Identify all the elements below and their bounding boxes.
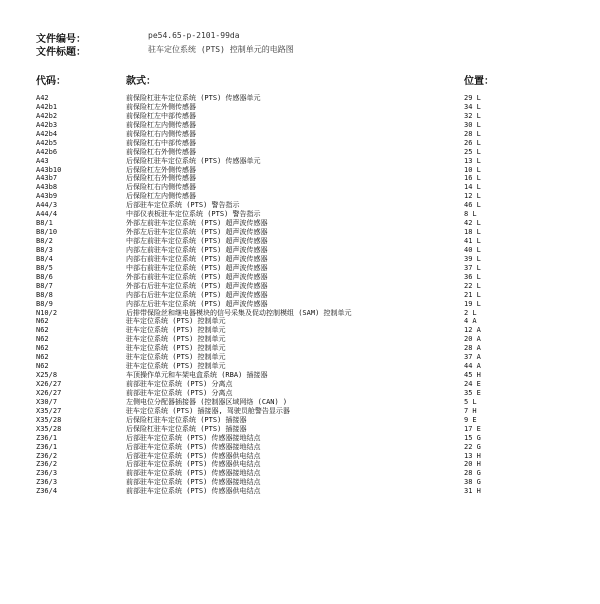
component-position: 26 L [464,138,481,147]
component-position: 40 L [464,245,481,254]
table-row [36,309,596,318]
component-code: X25/8 [36,371,58,380]
component-code: A42b1 [36,102,58,111]
component-position: 8 L [464,210,477,219]
table-row [36,353,596,362]
table-row [36,317,596,326]
component-position: 22 L [464,281,481,290]
component-position: 37 L [464,263,481,272]
component-description: 后部驻车定位系统 (PTS) 警告指示 [126,201,240,210]
component-position: 10 L [464,165,481,174]
component-description: 前部驻车定位系统 (PTS) 分离点 [126,380,233,388]
component-code: X35/28 [36,424,62,433]
component-code: N62 [36,317,49,326]
table-row [36,344,596,353]
component-description: 外部右前驻车定位系统 (PTS) 超声波传感器 [126,272,268,281]
component-description: 驻车定位系统 (PTS) 控制单元 [126,362,226,371]
component-code: B8/1 [36,219,53,228]
component-position: 28 G [464,469,481,478]
component-position: 12 A [464,326,481,335]
component-code: B8/8 [36,290,53,299]
component-code: B8/5 [36,263,53,272]
table-row [36,326,596,335]
component-table [36,94,596,496]
component-code: X26/27 [36,380,62,388]
component-code: A42b2 [36,111,58,120]
component-description: 外部左后驻车定位系统 (PTS) 超声波传感器 [126,228,268,237]
component-description: 后保险杠驻车定位系统 (PTS) 插接器 [126,424,247,433]
component-description: 前保险杠左中部传感器 [126,111,196,120]
doc-title: 驻车定位系统 (PTS) 控制单元的电路图 [148,45,294,54]
component-description: 中部右前驻车定位系统 (PTS) 超声波传感器 [126,263,268,272]
component-code: A44/4 [36,210,58,219]
table-row [36,398,596,407]
component-position: 9 E [464,415,477,424]
table-row [36,416,596,425]
component-position: 32 L [464,111,481,120]
component-position: 28 A [464,344,481,353]
component-description: 驻车定位系统 (PTS) 控制单元 [126,353,226,362]
component-code: Z36/2 [36,460,58,469]
column-header-code: 代码： [36,76,66,87]
component-description: 内部左前驻车定位系统 (PTS) 超声波传感器 [126,245,268,254]
component-position: 28 L [464,129,481,138]
component-position: 29 L [464,94,481,102]
component-position: 24 E [464,380,481,388]
component-position: 17 E [464,424,481,433]
component-position: 18 L [464,228,481,237]
component-description: 驻车定位系统 (PTS) 控制单元 [126,344,226,353]
doc-number-label: 文件编号： [36,34,86,45]
component-code: Z36/1 [36,433,58,442]
component-code: N62 [36,362,49,371]
component-description: 后排带保险丝和继电器模块的信号采集及促动控制模组 (SAM) 控制单元 [126,308,352,317]
component-description: 后保险杠左内侧传感器 [126,192,196,201]
component-position: 13 L [464,156,481,165]
component-position: 35 E [464,388,481,397]
table-row [36,452,596,461]
table-row [36,183,596,192]
component-code: B8/4 [36,254,53,263]
component-description: 后部驻车定位系统 (PTS) 传感器接地结点 [126,433,261,442]
component-description: 中部左前驻车定位系统 (PTS) 超声波传感器 [126,237,268,245]
component-description: 前部驻车定位系统 (PTS) 传感器接地结点 [126,478,261,487]
component-code: A42b3 [36,120,58,129]
component-code: B8/3 [36,245,53,254]
table-row [36,389,596,398]
component-position: 22 G [464,442,481,451]
component-code: A43 [36,156,49,165]
component-description: 前保险杠左内侧传感器 [126,120,196,129]
component-code: X35/27 [36,406,62,415]
component-position: 30 L [464,120,481,129]
component-description: 左侧电位分配器插接器 (控制器区域网络 (CAN) ) [126,397,288,406]
table-row [36,166,596,175]
component-code: N62 [36,326,49,335]
component-description: 前保险杠驻车定位系统 (PTS) 传感器单元 [126,94,261,102]
component-position: 16 L [464,174,481,183]
component-position: 15 G [464,433,481,442]
component-code: Z36/3 [36,478,58,487]
component-position: 36 L [464,272,481,281]
component-code: A42b6 [36,147,58,156]
table-row [36,192,596,201]
table-row [36,335,596,344]
component-code: A43b7 [36,174,58,183]
component-description: 前保险杠右中部传感器 [126,138,196,147]
component-position: 4 A [464,317,477,326]
component-position: 7 H [464,406,477,415]
component-description: 中部仪表板驻车定位系统 (PTS) 警告指示 [126,210,261,219]
component-code: A43b8 [36,183,58,192]
component-description: 驻车定位系统 (PTS) 控制单元 [126,335,226,344]
component-description: 后保险杠驻车定位系统 (PTS) 插接器 [126,415,247,424]
component-code: B8/6 [36,272,53,281]
component-code: A42 [36,94,49,102]
table-row [36,487,596,496]
table-row [36,425,596,434]
component-description: 前部驻车定位系统 (PTS) 传感器供电结点 [126,487,261,496]
table-row [36,380,596,389]
component-code: X26/27 [36,388,62,397]
table-row [36,139,596,148]
component-description: 后保险杠右内侧传感器 [126,183,196,192]
component-position: 42 L [464,219,481,228]
component-code: N10/2 [36,308,58,317]
table-row [36,157,596,166]
component-position: 19 L [464,299,481,308]
component-description: 前部驻车定位系统 (PTS) 传感器接地结点 [126,469,261,478]
component-position: 25 L [464,147,481,156]
component-code: N62 [36,353,49,362]
column-header-desc: 款式： [126,76,156,87]
table-row [36,148,596,157]
doc-title-label: 文件标题： [36,47,86,58]
doc-number: pe54.65-p-2101-99da [148,31,240,40]
component-code: N62 [36,335,49,344]
component-position: 41 L [464,237,481,245]
component-position: 2 L [464,308,477,317]
component-code: Z36/1 [36,442,58,451]
component-description: 内部左后驻车定位系统 (PTS) 超声波传感器 [126,299,268,308]
component-position: 31 H [464,487,481,496]
table-row [36,434,596,443]
component-description: 前保险杠左外侧传感器 [126,102,196,111]
component-description: 后保险杠右外侧传感器 [126,174,196,183]
table-row [36,255,596,264]
table-row [36,201,596,210]
table-row [36,237,596,246]
component-position: 39 L [464,254,481,263]
component-position: 12 L [464,192,481,201]
component-position: 46 L [464,201,481,210]
component-code: A43b10 [36,165,62,174]
component-description: 后部驻车定位系统 (PTS) 传感器供电结点 [126,460,261,469]
table-row [36,103,596,112]
component-code: B8/2 [36,237,53,245]
component-code: Z36/2 [36,451,58,460]
table-row [36,219,596,228]
table-row [36,291,596,300]
table-row [36,130,596,139]
component-position: 14 L [464,183,481,192]
component-position: 20 A [464,335,481,344]
component-description: 后保险杠左外侧传感器 [126,165,196,174]
component-description: 驻车定位系统 (PTS) 控制单元 [126,317,226,326]
component-description: 前保险杠右外侧传感器 [126,147,196,156]
component-description: 前部驻车定位系统 (PTS) 分离点 [126,388,233,397]
table-row [36,407,596,416]
component-description: 外部右后驻车定位系统 (PTS) 超声波传感器 [126,281,268,290]
table-row [36,443,596,452]
table-row [36,469,596,478]
table-row [36,264,596,273]
component-description: 后部驻车定位系统 (PTS) 传感器接地结点 [126,442,261,451]
component-code: A43b9 [36,192,58,201]
component-description: 后保险杠驻车定位系统 (PTS) 传感器单元 [126,156,261,165]
table-row [36,94,596,103]
component-code: X35/28 [36,415,62,424]
table-row [36,460,596,469]
component-position: 45 H [464,371,481,380]
table-row [36,371,596,380]
component-position: 44 A [464,362,481,371]
table-row [36,228,596,237]
component-description: 内部右后驻车定位系统 (PTS) 超声波传感器 [126,290,268,299]
table-row [36,112,596,121]
table-row [36,362,596,371]
table-row [36,282,596,291]
component-position: 13 H [464,451,481,460]
table-row [36,300,596,309]
table-row [36,174,596,183]
column-header-position: 位置： [464,76,494,87]
component-description: 外部左前驻车定位系统 (PTS) 超声波传感器 [126,219,268,228]
component-description: 后部驻车定位系统 (PTS) 传感器供电结点 [126,451,261,460]
component-code: B8/7 [36,281,53,290]
component-code: B8/9 [36,299,53,308]
table-row [36,478,596,487]
component-description: 驻车定位系统 (PTS) 控制单元 [126,326,226,335]
component-position: 37 A [464,353,481,362]
component-code: X30/7 [36,397,58,406]
table-row [36,210,596,219]
component-code: A42b4 [36,129,58,138]
component-code: A42b5 [36,138,58,147]
component-position: 34 L [464,102,481,111]
component-code: B8/10 [36,228,58,237]
component-description: 车顶操作单元和车架电盒系统 (RBA) 插接器 [126,371,268,380]
component-code: Z36/3 [36,469,58,478]
table-row [36,246,596,255]
component-description: 驻车定位系统 (PTS) 插接器, 驾驶员舱警告显示器 [126,406,290,415]
table-row [36,273,596,282]
component-position: 5 L [464,397,477,406]
component-code: Z36/4 [36,487,58,496]
component-description: 前保险杠右内侧传感器 [126,129,196,138]
component-position: 21 L [464,290,481,299]
table-row [36,121,596,130]
component-code: A44/3 [36,201,58,210]
component-code: N62 [36,344,49,353]
component-position: 38 G [464,478,481,487]
component-position: 20 H [464,460,481,469]
component-description: 内部右前驻车定位系统 (PTS) 超声波传感器 [126,254,268,263]
